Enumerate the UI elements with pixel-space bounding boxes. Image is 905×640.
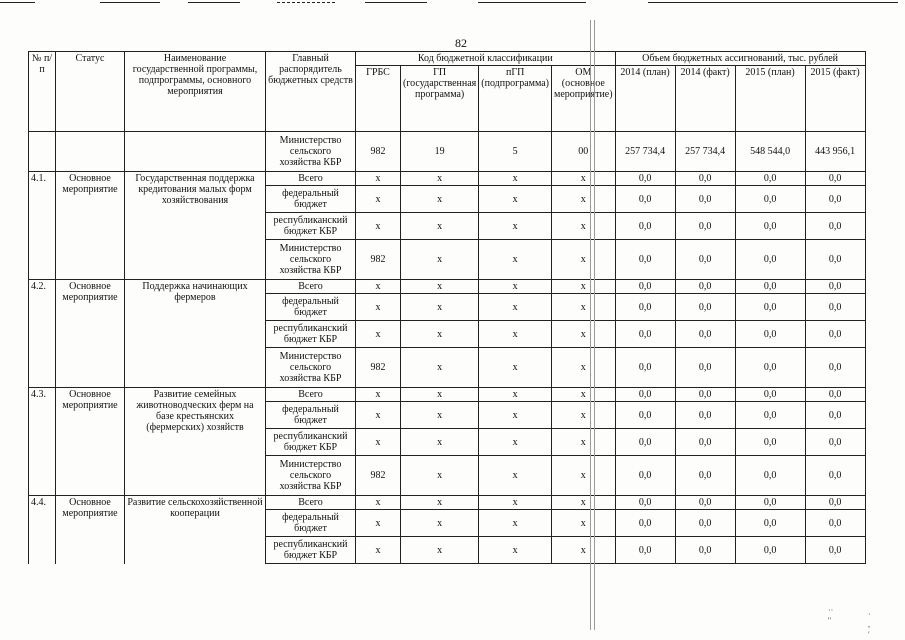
cell-grbs: х [356, 429, 401, 456]
cell-2014-fact: 0,0 [675, 388, 735, 402]
cell-2014-plan: 257 734,4 [615, 132, 675, 172]
cell-pgp: х [479, 496, 552, 510]
cell-grbs: х [356, 402, 401, 429]
cell-2015-fact: 0,0 [805, 280, 865, 294]
cell-grbs: х [356, 388, 401, 402]
top-rule [188, 2, 240, 3]
cell-admin: республиканский бюджет КБР [266, 321, 356, 348]
table-row [29, 496, 866, 510]
cell-grbs: х [356, 321, 401, 348]
cell-2014-plan: 0,0 [615, 388, 675, 402]
cell-om: х [552, 348, 616, 388]
cell-grbs: х [356, 280, 401, 294]
cell-2014-fact: 0,0 [675, 321, 735, 348]
cell-admin: Министерство сельского хозяйства КБР [266, 240, 356, 280]
cell-grbs: 982 [356, 240, 401, 280]
cell-2015-fact: 0,0 [805, 186, 865, 213]
cell-status: Основное мероприятие [56, 280, 125, 388]
header-2015-plan: 2015 (план) [735, 66, 805, 132]
cell-grbs: 982 [356, 348, 401, 388]
cell-2014-fact: 0,0 [675, 348, 735, 388]
cell-admin: республиканский бюджет КБР [266, 213, 356, 240]
header-status: Статус [56, 52, 125, 132]
cell-2015-plan: 0,0 [735, 321, 805, 348]
cell-pgp: х [479, 456, 552, 496]
cell-2014-fact: 0,0 [675, 537, 735, 564]
header-name: Наименование государственной программы, подпрограммы, основного мероприятия [125, 52, 266, 132]
header-gp: ГП (государственная программа) [401, 66, 479, 132]
cell-2014-fact: 0,0 [675, 496, 735, 510]
cell-2015-fact: 0,0 [805, 496, 865, 510]
table-row [29, 172, 866, 186]
cell-2014-fact: 0,0 [675, 510, 735, 537]
cell-2015-plan: 0,0 [735, 280, 805, 294]
cell-pgp: х [479, 388, 552, 402]
cell-admin: республиканский бюджет КБР [266, 429, 356, 456]
cell-2015-plan: 0,0 [735, 172, 805, 186]
corner-marks: · , ʹ [868, 610, 871, 639]
cell-num [29, 132, 56, 172]
page-number: 82 [455, 36, 467, 50]
top-rule [478, 2, 586, 3]
header-pgp: пГП (подпрограмма) [479, 66, 552, 132]
cell-2014-plan: 0,0 [615, 537, 675, 564]
cell-om: х [552, 510, 616, 537]
cell-pgp: х [479, 510, 552, 537]
cell-pgp: х [479, 537, 552, 564]
cell-gp: х [401, 510, 479, 537]
header-2014-fact: 2014 (факт) [675, 66, 735, 132]
cell-2015-fact: 0,0 [805, 321, 865, 348]
cell-2015-plan: 0,0 [735, 402, 805, 429]
cell-2015-plan: 0,0 [735, 429, 805, 456]
cell-2014-plan: 0,0 [615, 510, 675, 537]
cell-status: Основное мероприятие [56, 496, 125, 564]
cell-name: Развитие семейных животноводческих ферм на базе крестьянских (фермерских) хозяйств [125, 388, 266, 496]
cell-pgp: х [479, 280, 552, 294]
cell-om: х [552, 280, 616, 294]
cell-2014-plan: 0,0 [615, 321, 675, 348]
cell-gp: х [401, 402, 479, 429]
cell-pgp: х [479, 348, 552, 388]
cell-gp: х [401, 388, 479, 402]
cell-2014-plan: 0,0 [615, 496, 675, 510]
cell-2014-fact: 0,0 [675, 456, 735, 496]
table-row [29, 388, 866, 402]
cell-2015-plan: 0,0 [735, 496, 805, 510]
cell-grbs: 982 [356, 132, 401, 172]
cell-om: х [552, 496, 616, 510]
cell-admin: федеральный бюджет [266, 186, 356, 213]
header-admin: Главный распорядитель бюджетных средств [266, 52, 356, 132]
cell-2015-plan: 0,0 [735, 213, 805, 240]
cell-2014-plan: 0,0 [615, 402, 675, 429]
cell-om: х [552, 213, 616, 240]
top-rule [100, 2, 160, 3]
budget-table [28, 51, 866, 564]
cell-admin: федеральный бюджет [266, 294, 356, 321]
cell-2015-fact: 0,0 [805, 172, 865, 186]
cell-om: х [552, 321, 616, 348]
cell-2014-fact: 0,0 [675, 186, 735, 213]
cell-2014-plan: 0,0 [615, 456, 675, 496]
cell-2014-plan: 0,0 [615, 186, 675, 213]
cell-name: Развитие сельскохозяйственной кооперации [125, 496, 266, 564]
cell-status: Основное мероприятие [56, 172, 125, 280]
cell-2015-plan: 0,0 [735, 456, 805, 496]
cell-om: х [552, 429, 616, 456]
cell-2014-plan: 0,0 [615, 348, 675, 388]
cell-admin: Всего [266, 172, 356, 186]
cell-om: х [552, 186, 616, 213]
cell-2014-plan: 0,0 [615, 294, 675, 321]
cell-om: х [552, 402, 616, 429]
top-rule [648, 2, 898, 3]
cell-pgp: х [479, 240, 552, 280]
cell-om: х [552, 172, 616, 186]
cell-grbs: х [356, 172, 401, 186]
cell-2015-fact: 0,0 [805, 537, 865, 564]
cell-admin: Всего [266, 280, 356, 294]
cell-2014-fact: 0,0 [675, 172, 735, 186]
cell-admin: Министерство сельского хозяйства КБР [266, 456, 356, 496]
cell-2014-fact: 0,0 [675, 294, 735, 321]
cell-2015-plan: 0,0 [735, 388, 805, 402]
cell-2015-plan: 0,0 [735, 240, 805, 280]
table-row [29, 280, 866, 294]
cell-gp: х [401, 172, 479, 186]
cell-2014-plan: 0,0 [615, 429, 675, 456]
cell-num: 4.1. [29, 172, 56, 280]
cell-2014-fact: 0,0 [675, 213, 735, 240]
cell-pgp: х [479, 429, 552, 456]
cell-gp: х [401, 496, 479, 510]
cell-grbs: х [356, 213, 401, 240]
cell-admin: Министерство сельского хозяйства КБР [266, 132, 356, 172]
cell-2014-fact: 0,0 [675, 240, 735, 280]
cell-name [125, 132, 266, 172]
cell-gp: х [401, 240, 479, 280]
cell-gp: х [401, 213, 479, 240]
cell-grbs: х [356, 510, 401, 537]
cell-2014-plan: 0,0 [615, 172, 675, 186]
cell-gp: х [401, 348, 479, 388]
cell-2014-plan: 0,0 [615, 213, 675, 240]
cell-admin: Всего [266, 496, 356, 510]
top-rule [365, 2, 427, 3]
cell-2015-fact: 0,0 [805, 213, 865, 240]
cell-num: 4.4. [29, 496, 56, 564]
header-grbs: ГРБС [356, 66, 401, 132]
cell-2015-fact: 0,0 [805, 348, 865, 388]
cell-2015-plan: 0,0 [735, 186, 805, 213]
cell-2014-plan: 0,0 [615, 280, 675, 294]
cell-2015-fact: 0,0 [805, 240, 865, 280]
cell-grbs: х [356, 496, 401, 510]
cell-admin: федеральный бюджет [266, 510, 356, 537]
cell-num: 4.3. [29, 388, 56, 496]
cell-2015-plan: 0,0 [735, 294, 805, 321]
cell-status: Основное мероприятие [56, 388, 125, 496]
cell-2014-fact: 0,0 [675, 429, 735, 456]
cell-admin: Министерство сельского хозяйства КБР [266, 348, 356, 388]
cell-pgp: х [479, 402, 552, 429]
cell-gp: х [401, 456, 479, 496]
cell-om: х [552, 456, 616, 496]
cell-admin: республиканский бюджет КБР [266, 537, 356, 564]
cell-2014-fact: 0,0 [675, 402, 735, 429]
cell-gp: 19 [401, 132, 479, 172]
cell-admin: Всего [266, 388, 356, 402]
summary-row [29, 132, 866, 172]
cell-om: х [552, 294, 616, 321]
cell-admin: федеральный бюджет [266, 402, 356, 429]
cell-2015-plan: 0,0 [735, 348, 805, 388]
header-kbk-group: Код бюджетной классификации [356, 52, 616, 66]
header-budget-group: Объем бюджетных ассигнований, тыс. рублей [615, 52, 865, 66]
cell-om: 00 [552, 132, 616, 172]
cell-pgp: х [479, 172, 552, 186]
cell-2015-fact: 0,0 [805, 456, 865, 496]
cell-2015-plan: 548 544,0 [735, 132, 805, 172]
cell-2014-fact: 257 734,4 [675, 132, 735, 172]
cell-om: х [552, 240, 616, 280]
cell-2015-fact: 443 956,1 [805, 132, 865, 172]
cell-pgp: 5 [479, 132, 552, 172]
cell-name: Государственная поддержка кредитования малых форм хозяйствования [125, 172, 266, 280]
cell-status [56, 132, 125, 172]
cell-om: х [552, 388, 616, 402]
cell-2015-fact: 0,0 [805, 402, 865, 429]
cell-grbs: х [356, 294, 401, 321]
cell-2015-plan: 0,0 [735, 537, 805, 564]
cell-2014-plan: 0,0 [615, 240, 675, 280]
cell-2015-fact: 0,0 [805, 388, 865, 402]
header-om: ОМ (основное мероприятие) [552, 66, 616, 132]
cell-gp: х [401, 537, 479, 564]
cell-om: х [552, 537, 616, 564]
scan-line [594, 20, 595, 630]
cell-name: Поддержка начинающих фермеров [125, 280, 266, 388]
cell-gp: х [401, 429, 479, 456]
corner-marks: ·· '' [828, 606, 834, 625]
cell-grbs: 982 [356, 456, 401, 496]
cell-grbs: х [356, 537, 401, 564]
cell-2014-fact: 0,0 [675, 280, 735, 294]
cell-pgp: х [479, 213, 552, 240]
cell-pgp: х [479, 321, 552, 348]
top-rule [0, 2, 35, 3]
scan-line [590, 20, 591, 630]
cell-pgp: х [479, 294, 552, 321]
header-2015-fact: 2015 (факт) [805, 66, 865, 132]
cell-gp: х [401, 186, 479, 213]
cell-gp: х [401, 294, 479, 321]
cell-gp: х [401, 321, 479, 348]
cell-2015-fact: 0,0 [805, 510, 865, 537]
cell-2015-plan: 0,0 [735, 510, 805, 537]
header-2014-plan: 2014 (план) [615, 66, 675, 132]
cell-grbs: х [356, 186, 401, 213]
cell-pgp: х [479, 186, 552, 213]
cell-2015-fact: 0,0 [805, 294, 865, 321]
cell-2015-fact: 0,0 [805, 429, 865, 456]
header-num: № п/п [29, 52, 56, 132]
cell-num: 4.2. [29, 280, 56, 388]
top-rule [277, 2, 335, 3]
cell-gp: х [401, 280, 479, 294]
